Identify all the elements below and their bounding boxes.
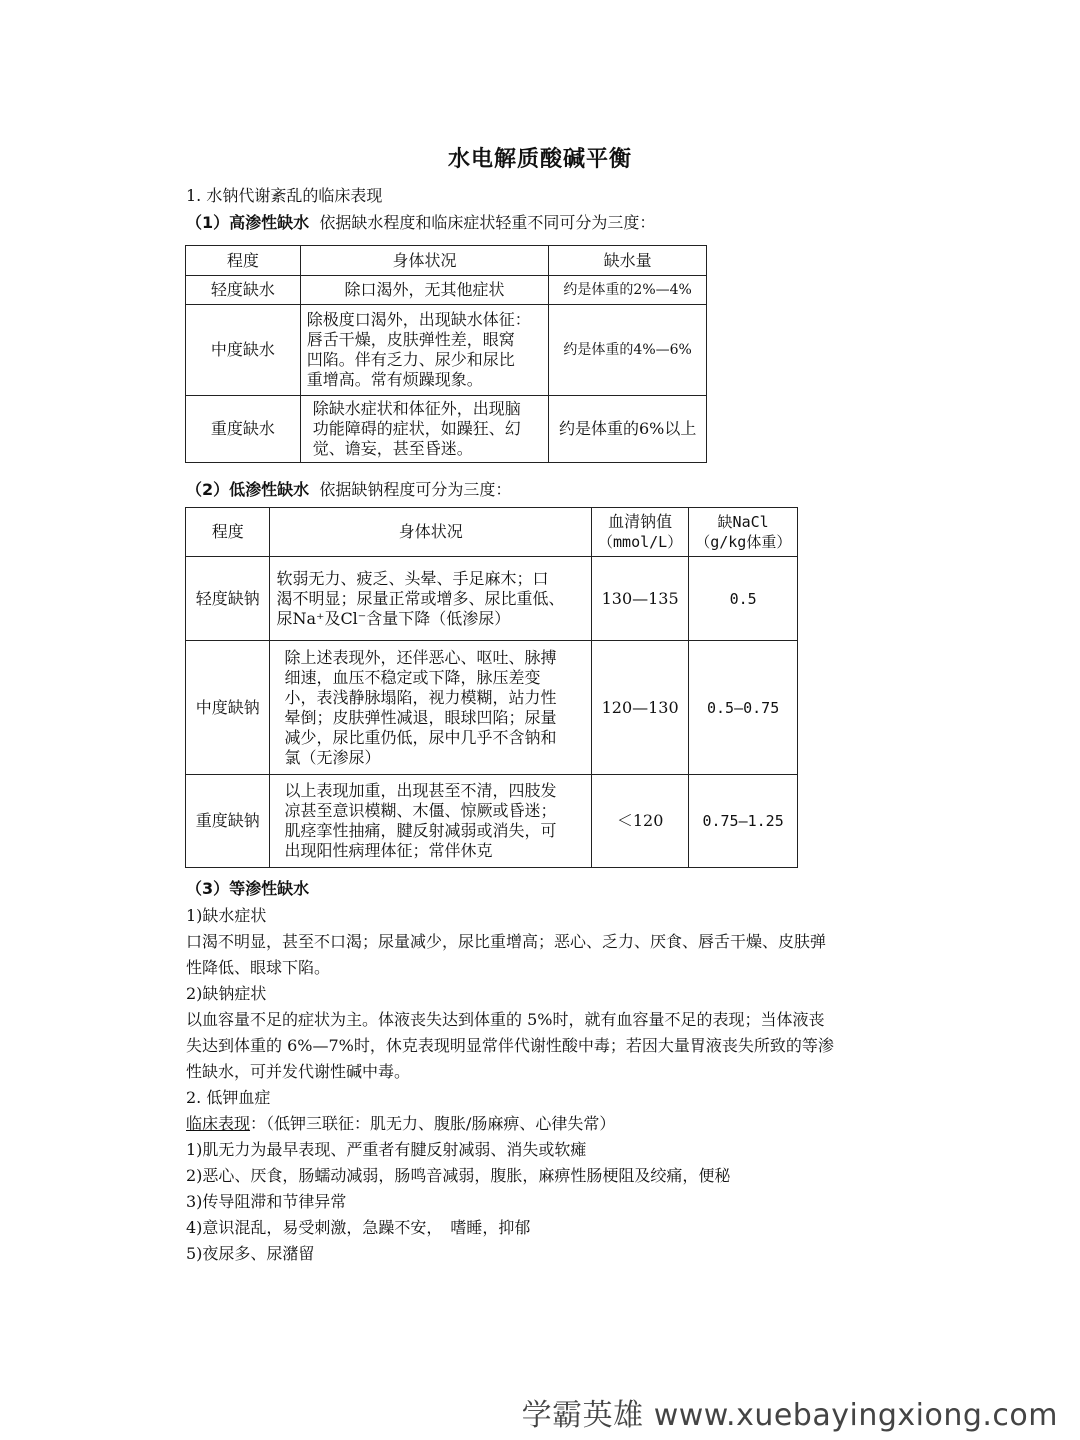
subsection-hypertonic — [186, 213, 655, 233]
symptom-cell — [270, 641, 592, 775]
table-header: 缺水量 — [549, 246, 707, 276]
table-header: 程度 — [186, 246, 301, 276]
list-item: 4)意识混乱，易受刺激，急躁不安， 嗜睡，抑郁 — [186, 1218, 531, 1237]
list-item: 2)恶心、厌食，肠蠕动减弱，肠鸣音减弱，腹胀，麻痹性肠梗阻及绞痛，便秘 — [186, 1166, 731, 1185]
table-header-line: （mmol/L） — [598, 533, 683, 551]
symptom-line: 凹陷。伴有乏力、尿少和尿比 — [306, 350, 515, 369]
isotonic-water-symptoms — [186, 903, 902, 1267]
symptom-line: 软弱无力、疲乏、头晕、手足麻木；口 — [276, 568, 549, 588]
subsection-label: （1）高渗性缺水 — [186, 213, 310, 232]
table-hypotonic — [185, 507, 798, 868]
clinical-line — [186, 1111, 902, 1137]
list-item: 5)夜尿多、尿潴留 — [186, 1244, 315, 1263]
symptom-line: 功能障碍的症状，如躁狂、幻 — [312, 419, 521, 438]
table-row — [186, 641, 798, 775]
clinical-label: 临床表现 — [186, 1114, 251, 1133]
degree-cell: 重度缺钠 — [186, 775, 270, 868]
symptom-line: 尿Na⁺及Cl⁻含量下降（低渗尿） — [276, 608, 511, 628]
nacl-cell: 0.5 — [689, 557, 798, 641]
table-header-line: 血清钠值 — [608, 512, 673, 531]
degree-cell: 重度缺水 — [186, 396, 301, 463]
symptom-line: 氯（无渗尿） — [284, 747, 381, 767]
amount-cell: 约是体重的4%—6% — [549, 305, 707, 396]
amount-cell: 约是体重的6%以上 — [549, 396, 707, 463]
amount-cell: 约是体重的2%—4% — [549, 276, 707, 305]
table-header: 身体状况 — [300, 246, 549, 276]
table-row — [186, 557, 798, 641]
degree-cell: 中度缺水 — [186, 305, 301, 396]
section2-heading: 2. 低钾血症 — [186, 1088, 271, 1107]
symptom-cell — [300, 276, 549, 305]
symptom-line: 觉、谵妄，甚至昏迷。 — [312, 439, 473, 458]
table-row — [186, 396, 707, 463]
table-header — [689, 508, 798, 557]
table-row — [186, 305, 707, 396]
table-row — [186, 775, 798, 868]
paragraph-title: 1)缺水症状 — [186, 906, 267, 925]
page-title: 水电解质酸碱平衡 — [447, 147, 632, 172]
table-header — [592, 508, 689, 557]
paragraph-line: 口渴不明显，甚至不口渴；尿量减少，尿比重增高；恶心、乏力、厌食、唇舌干燥、皮肤弹 — [186, 932, 827, 951]
table-header: 程度 — [186, 508, 270, 557]
nacl-cell: 0.5—0.75 — [689, 641, 798, 775]
symptom-line: 以上表现加重，出现甚至不清，四肢发 — [284, 781, 557, 800]
sodium-cell: ＜120 — [592, 775, 689, 868]
degree-cell: 轻度缺钠 — [186, 557, 270, 641]
paragraph-line: 性降低、眼球下陷。 — [186, 958, 331, 977]
subsection-desc: 依据缺水程度和临床症状轻重不同可分为三度： — [319, 213, 656, 232]
table-header: 身体状况 — [270, 508, 592, 557]
symptom-line: 肌痉挛性抽痛，腱反射减弱或消失，可 — [284, 821, 557, 840]
symptom-line: 唇舌干燥，皮肤弹性差，眼窝 — [306, 330, 515, 349]
subsection-label: （2）低渗性缺水 — [186, 480, 310, 499]
table-hypertonic — [185, 245, 707, 463]
paragraph-line: 失达到体重的 6%—7%时，休克表现明显常伴代谢性酸中毒；若因大量胃液丧失所致的等渗 — [186, 1036, 834, 1055]
sodium-cell: 120—130 — [592, 641, 689, 775]
symptom-cell — [270, 775, 592, 868]
symptom-line: 出现阳性病理体征；常伴休克 — [284, 841, 493, 860]
list-item: 3)传导阻滞和节律异常 — [186, 1192, 347, 1211]
table-header-line: 缺NaCl — [717, 513, 769, 531]
symptom-line: 凉甚至意识模糊、木僵、惊厥或昏迷； — [284, 801, 557, 820]
list-item: 1)肌无力为最早表现、严重者有腱反射减弱、消失或软瘫 — [186, 1140, 587, 1159]
symptom-line: 细速，血压不稳定或下降，脉压差变 — [284, 667, 541, 687]
symptom-line: 除上述表现外，还伴恶心、呕吐、脉搏 — [284, 647, 557, 667]
table-row — [186, 276, 707, 305]
section1-heading: 1. 水钠代谢紊乱的临床表现 — [186, 186, 383, 205]
paragraph-line: 性缺水，可并发代谢性碱中毒。 — [186, 1062, 411, 1081]
symptom-line: 渴不明显；尿量正常或增多、尿比重低、 — [276, 588, 565, 608]
clinical-note: ：（低钾三联征：肌无力、腹胀/肠麻痹、心律失常） — [250, 1114, 616, 1133]
symptom-cell — [300, 305, 549, 396]
subsection-hypotonic — [186, 480, 511, 500]
symptom-line: 重增高。常有烦躁现象。 — [306, 370, 483, 389]
symptom-line: 除极度口渴外，出现缺水体征： — [306, 310, 531, 329]
symptom-cell — [270, 557, 592, 641]
subsection-desc: 依据缺钠程度可分为三度： — [319, 480, 512, 499]
symptom-line: 减少，尿比重仍低，尿中几乎不含钠和 — [284, 727, 557, 747]
watermark: 学霸英雄 www.xuebayingxiong.com — [521, 1398, 1058, 1433]
nacl-cell: 0.75—1.25 — [689, 775, 798, 868]
subsection-isotonic: （3）等渗性缺水 — [186, 879, 310, 898]
symptom-line: 晕倒；皮肤弹性减退，眼球凹陷；尿量 — [284, 707, 557, 727]
paragraph-title: 2)缺钠症状 — [186, 984, 267, 1003]
table-header-line: （g/kg体重） — [695, 533, 792, 551]
sodium-cell: 130—135 — [592, 557, 689, 641]
degree-cell: 轻度缺水 — [186, 276, 301, 305]
degree-cell: 中度缺钠 — [186, 641, 270, 775]
paragraph-line: 以血容量不足的症状为主。体液丧失达到体重的 5%时，就有血容量不足的表现；当体液丧 — [186, 1010, 825, 1029]
symptom-line: 除缺水症状和体征外，出现脑 — [312, 399, 521, 418]
symptom-line: 小，表浅静脉塌陷，视力模糊，站力性 — [284, 687, 557, 707]
symptom-cell — [300, 396, 549, 463]
symptom-line: 除口渴外，无其他症状 — [344, 280, 505, 299]
